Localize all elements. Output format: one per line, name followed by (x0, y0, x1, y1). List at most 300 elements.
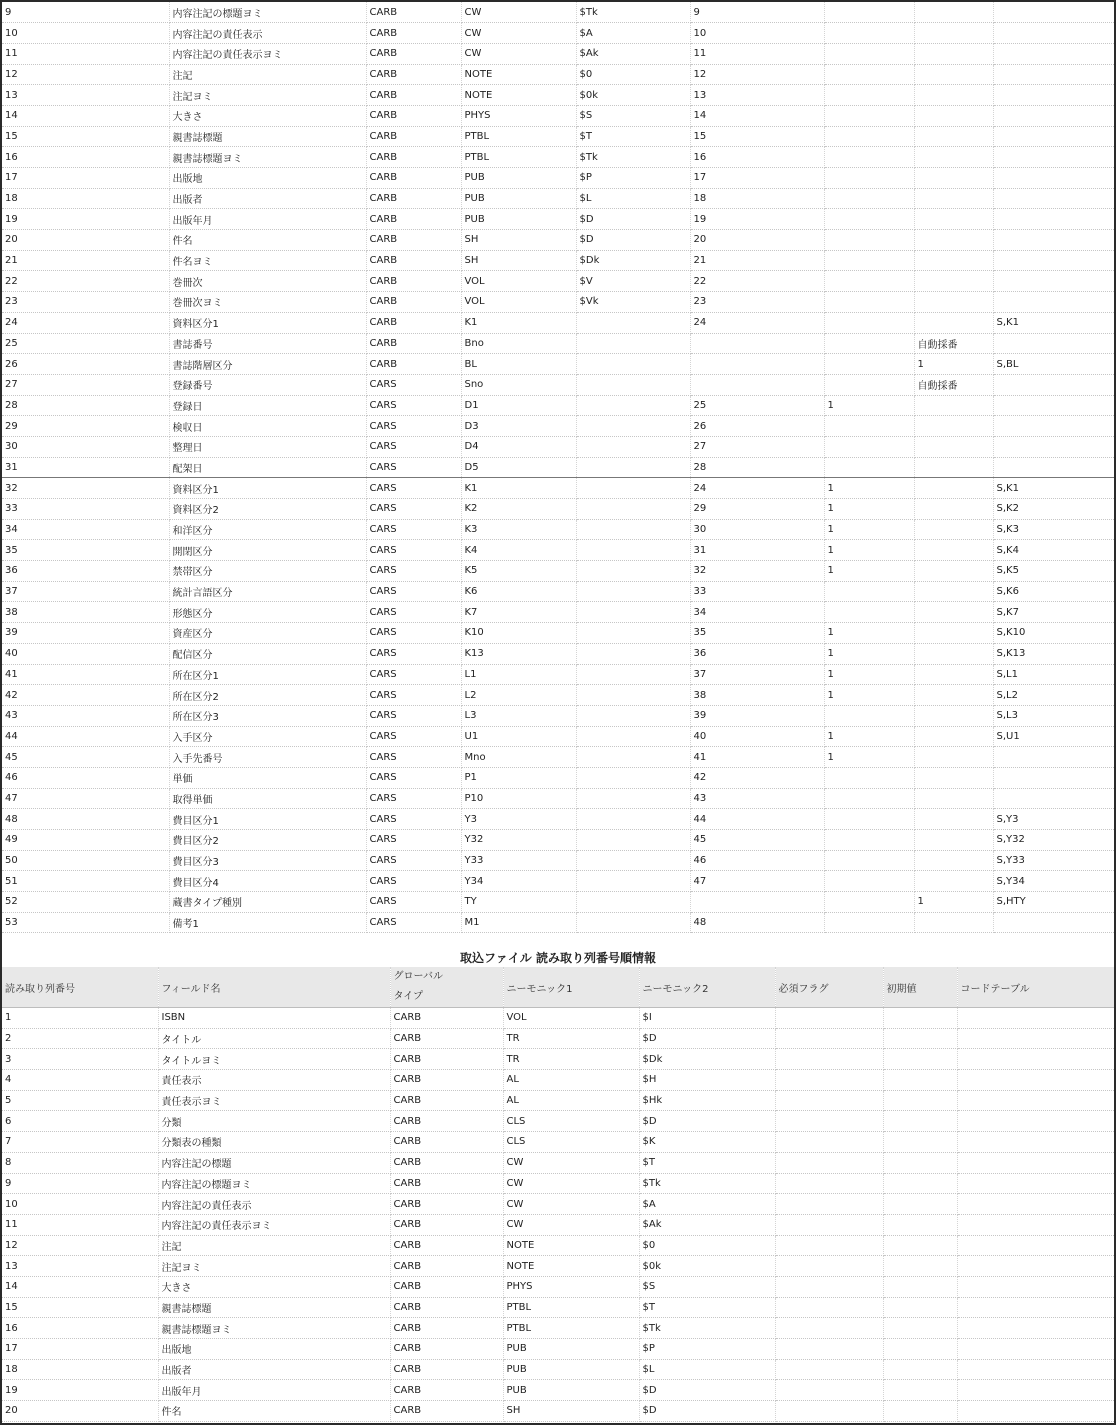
table-cell: VOL (503, 1008, 639, 1029)
table-row (2, 312, 1114, 333)
table-cell: CARS (366, 540, 461, 561)
table-cell (957, 1028, 1114, 1049)
table-cell (883, 1297, 957, 1318)
table-cell (914, 830, 993, 851)
table-cell (824, 209, 914, 230)
table-cell: PHYS (503, 1276, 639, 1297)
table-cell (824, 85, 914, 106)
table-row (2, 1256, 1114, 1277)
table-cell (914, 664, 993, 685)
table-row (2, 1090, 1114, 1111)
table-row (2, 602, 1114, 623)
table-cell: 費目区分3 (169, 850, 366, 871)
table-cell (576, 871, 690, 892)
table-cell: S,U1 (993, 726, 1114, 747)
table-cell: 責任表示 (158, 1070, 390, 1091)
table-cell (957, 1194, 1114, 1215)
table-cell (775, 1049, 883, 1070)
table-cell (993, 105, 1114, 126)
table-cell (824, 416, 914, 437)
table-cell: SH (503, 1401, 639, 1422)
table-cell (883, 1318, 957, 1339)
table-row (2, 1401, 1114, 1422)
table-row (2, 871, 1114, 892)
table-row (2, 1276, 1114, 1297)
table-cell (993, 2, 1114, 23)
table-cell: 46 (690, 850, 824, 871)
table-cell: 内容注記の責任表示 (169, 23, 366, 44)
table-row (2, 1359, 1114, 1380)
table-cell: CARB (366, 209, 461, 230)
table-cell: 責任表示ヨミ (158, 1090, 390, 1111)
table-cell: 所在区分1 (169, 664, 366, 685)
table-cell (883, 1028, 957, 1049)
table-cell (775, 1008, 883, 1029)
table-cell: 34 (690, 602, 824, 623)
table-cell: 36 (690, 643, 824, 664)
table-cell: CARB (390, 1359, 503, 1380)
header-global-type-line2: タイプ (393, 991, 423, 1002)
table-cell: S,K13 (993, 643, 1114, 664)
table-cell (576, 643, 690, 664)
table-cell (775, 1256, 883, 1277)
table-cell: 資料区分1 (169, 312, 366, 333)
table-cell (824, 830, 914, 851)
table-cell: CARS (366, 643, 461, 664)
table-cell: 21 (2, 250, 169, 271)
table-cell: 38 (2, 602, 169, 623)
table-cell: 取得単価 (169, 788, 366, 809)
table-cell (775, 1214, 883, 1235)
table-cell: CARB (390, 1318, 503, 1339)
table-cell: 37 (690, 664, 824, 685)
table-cell: $D (639, 1401, 775, 1422)
table-cell (914, 726, 993, 747)
table-row (2, 271, 1114, 292)
table-cell: S,K5 (993, 561, 1114, 582)
table-cell (957, 1173, 1114, 1194)
table-cell: 44 (690, 809, 824, 830)
table-cell (775, 1318, 883, 1339)
table-cell (914, 499, 993, 520)
table-cell: 19 (2, 1380, 158, 1401)
table-cell: $Tk (576, 147, 690, 168)
table-cell: 30 (690, 519, 824, 540)
table-row (2, 230, 1114, 251)
table-cell (775, 1028, 883, 1049)
table-cell: S,Y34 (993, 871, 1114, 892)
table-cell: 45 (690, 830, 824, 851)
table-row (2, 85, 1114, 106)
table-cell (824, 581, 914, 602)
table-cell: CARB (390, 1380, 503, 1401)
table-cell: 16 (2, 147, 169, 168)
table-cell: 53 (2, 912, 169, 933)
table-cell (993, 168, 1114, 189)
table-cell: NOTE (461, 85, 576, 106)
table-row (2, 1049, 1114, 1070)
table-cell: S,K4 (993, 540, 1114, 561)
table-cell: 入手先番号 (169, 747, 366, 768)
table-cell: CARB (366, 188, 461, 209)
table-cell (576, 457, 690, 478)
table-cell: PUB (503, 1359, 639, 1380)
table-cell (914, 788, 993, 809)
table-cell: K4 (461, 540, 576, 561)
table-cell: $Vk (576, 292, 690, 313)
table-cell: S,K1 (993, 478, 1114, 499)
section-title: 取込ファイル 読み取り列番号順情報 (460, 951, 656, 965)
table-row (2, 1111, 1114, 1132)
table-cell: CLS (503, 1132, 639, 1153)
table-cell: K6 (461, 581, 576, 602)
table-cell: CARB (366, 271, 461, 292)
table-cell: タイトル (158, 1028, 390, 1049)
table-row (2, 1297, 1114, 1318)
table-cell: BL (461, 354, 576, 375)
table-cell: CARB (390, 1214, 503, 1235)
table-cell: CARB (366, 333, 461, 354)
table-cell (914, 850, 993, 871)
table-cell: PTBL (503, 1297, 639, 1318)
table-cell: 親書誌標題 (169, 126, 366, 147)
table-cell: CARS (366, 809, 461, 830)
table-cell (993, 912, 1114, 933)
table-cell (824, 64, 914, 85)
table-cell (957, 1090, 1114, 1111)
table-cell: S,HTY (993, 892, 1114, 913)
table-cell (824, 126, 914, 147)
table-cell: Bno (461, 333, 576, 354)
table-cell: 資産区分 (169, 623, 366, 644)
table-cell (824, 892, 914, 913)
table-cell: 和洋区分 (169, 519, 366, 540)
table-row (2, 499, 1114, 520)
header-mnemonic1: ニーモニック1 (503, 967, 639, 1008)
table-cell: 件名 (158, 1401, 390, 1422)
table-cell: $0k (639, 1256, 775, 1277)
table-cell: 内容注記の標題ヨミ (169, 2, 366, 23)
table-cell: 内容注記の責任表示ヨミ (158, 1214, 390, 1235)
table-row (2, 705, 1114, 726)
table-cell: CARS (366, 623, 461, 644)
table-cell: CARB (366, 64, 461, 85)
table-cell: 書誌階層区分 (169, 354, 366, 375)
table-cell: $S (639, 1276, 775, 1297)
table-row (2, 1152, 1114, 1173)
table-cell: TY (461, 892, 576, 913)
table-cell: CARS (366, 395, 461, 416)
table-cell: 12 (2, 1235, 158, 1256)
table-cell: CARB (366, 43, 461, 64)
table-cell: 10 (690, 23, 824, 44)
table-cell: S,K7 (993, 602, 1114, 623)
table-cell: K3 (461, 519, 576, 540)
table-cell (914, 602, 993, 623)
table-cell: 15 (2, 1297, 158, 1318)
table-cell: Sno (461, 374, 576, 395)
table-cell: CARB (390, 1049, 503, 1070)
table-cell: 1 (824, 395, 914, 416)
table-cell: $D (576, 209, 690, 230)
table-cell: CARB (366, 292, 461, 313)
table-cell (914, 705, 993, 726)
table-cell: 36 (2, 561, 169, 582)
table-cell: CARB (366, 250, 461, 271)
table-cell: CARS (366, 892, 461, 913)
table-cell (993, 292, 1114, 313)
table-cell: 20 (2, 230, 169, 251)
table-cell (576, 664, 690, 685)
table-cell: D5 (461, 457, 576, 478)
table-cell (883, 1256, 957, 1277)
table-cell: $A (576, 23, 690, 44)
table-cell (775, 1090, 883, 1111)
table-cell (993, 209, 1114, 230)
table-cell: PUB (503, 1380, 639, 1401)
table-cell: Y3 (461, 809, 576, 830)
table-cell (883, 1132, 957, 1153)
table-cell: 29 (690, 499, 824, 520)
table-cell: Mno (461, 747, 576, 768)
table-row (2, 395, 1114, 416)
table-cell: $T (639, 1152, 775, 1173)
table-cell: D1 (461, 395, 576, 416)
table-cell: 32 (690, 561, 824, 582)
table-row (2, 188, 1114, 209)
table-cell (957, 1256, 1114, 1277)
table-cell (824, 292, 914, 313)
table-cell (824, 374, 914, 395)
table-cell (914, 209, 993, 230)
table-cell: CARB (366, 147, 461, 168)
table-cell: 形態区分 (169, 602, 366, 623)
table-cell: 3 (2, 1049, 158, 1070)
table-cell (576, 767, 690, 788)
table-cell: 8 (2, 1152, 158, 1173)
table-cell: PTBL (503, 1318, 639, 1339)
table-cell (914, 912, 993, 933)
table-cell (883, 1152, 957, 1173)
header-required-flag: 必須フラグ (775, 967, 883, 1008)
table-cell: $0k (576, 85, 690, 106)
table-cell: 46 (2, 767, 169, 788)
table-cell: CARB (366, 85, 461, 106)
table-cell: 28 (2, 395, 169, 416)
table-cell: CARB (390, 1276, 503, 1297)
table-row (2, 1318, 1114, 1339)
table-cell: 巻冊次 (169, 271, 366, 292)
table-cell: 40 (2, 643, 169, 664)
table-cell (775, 1276, 883, 1297)
table-cell (914, 540, 993, 561)
table-cell: K1 (461, 312, 576, 333)
table-cell: 1 (824, 664, 914, 685)
table-row (2, 126, 1114, 147)
table-cell: 入手区分 (169, 726, 366, 747)
table-cell: 17 (2, 168, 169, 189)
table-cell: PTBL (461, 147, 576, 168)
table-cell (576, 623, 690, 644)
table-cell (957, 1318, 1114, 1339)
table-cell: 15 (690, 126, 824, 147)
table-cell: 32 (2, 478, 169, 499)
table-cell: PUB (461, 188, 576, 209)
table-cell: 費目区分2 (169, 830, 366, 851)
table-cell: $0 (576, 64, 690, 85)
table-cell (824, 871, 914, 892)
table-cell: 費目区分1 (169, 809, 366, 830)
table-row (2, 292, 1114, 313)
table-cell (883, 1173, 957, 1194)
table-row (2, 374, 1114, 395)
table-row (2, 43, 1114, 64)
table-row (2, 519, 1114, 540)
table-cell: 47 (690, 871, 824, 892)
table-cell: S,Y32 (993, 830, 1114, 851)
table-row (2, 726, 1114, 747)
header-read-column-number: 読み取り列番号 (2, 967, 158, 1008)
table-cell: 14 (2, 1276, 158, 1297)
table-cell (993, 147, 1114, 168)
table-cell: 分類表の種類 (158, 1132, 390, 1153)
table-row (2, 457, 1114, 478)
table-cell: 49 (2, 830, 169, 851)
table-cell: AL (503, 1070, 639, 1091)
table-cell: 分類 (158, 1111, 390, 1132)
table-row (2, 1214, 1114, 1235)
table-cell: CW (461, 23, 576, 44)
table-cell: $Dk (576, 250, 690, 271)
table-cell: 25 (2, 333, 169, 354)
table-cell (824, 168, 914, 189)
table-cell: 28 (690, 457, 824, 478)
table-cell (824, 436, 914, 457)
table-cell (576, 374, 690, 395)
table-cell: 1 (824, 623, 914, 644)
table-cell (993, 457, 1114, 478)
table-cell: CARS (366, 519, 461, 540)
table-cell: 11 (690, 43, 824, 64)
table-cell (914, 147, 993, 168)
table-cell: 41 (690, 747, 824, 768)
table-cell (576, 561, 690, 582)
table-cell (993, 788, 1114, 809)
table-cell: 6 (2, 1111, 158, 1132)
table-cell (576, 519, 690, 540)
table-cell: 親書誌標題ヨミ (158, 1318, 390, 1339)
table-cell: NOTE (503, 1235, 639, 1256)
table-cell: 所在区分2 (169, 685, 366, 706)
table-cell: 27 (2, 374, 169, 395)
table-cell: 1 (824, 519, 914, 540)
table-cell: CARB (390, 1194, 503, 1215)
table-cell: K1 (461, 478, 576, 499)
table-cell (883, 1049, 957, 1070)
table-cell (914, 23, 993, 44)
table-cell: CARS (366, 499, 461, 520)
table-cell: 1 (824, 726, 914, 747)
table-cell: 出版者 (169, 188, 366, 209)
table-cell: $P (639, 1339, 775, 1360)
table-cell (993, 126, 1114, 147)
table-cell: S,K2 (993, 499, 1114, 520)
table-cell: CARB (366, 230, 461, 251)
table-cell: 巻冊次ヨミ (169, 292, 366, 313)
table-cell (957, 1070, 1114, 1091)
table-cell: 自動採番 (914, 374, 993, 395)
table-cell: 4 (2, 1070, 158, 1091)
table-cell (576, 850, 690, 871)
table-cell: 1 (824, 540, 914, 561)
table-cell (957, 1152, 1114, 1173)
table-cell: 35 (2, 540, 169, 561)
table-cell (993, 767, 1114, 788)
table-cell: $L (639, 1359, 775, 1380)
table-cell (883, 1359, 957, 1380)
table-cell: S,K3 (993, 519, 1114, 540)
table-row (2, 1070, 1114, 1091)
table-cell: CARB (390, 1008, 503, 1029)
table-cell: CLS (503, 1111, 639, 1132)
table-cell: CARB (366, 105, 461, 126)
table-cell (775, 1132, 883, 1153)
table-cell: 登録日 (169, 395, 366, 416)
table-row (2, 64, 1114, 85)
table-cell (883, 1401, 957, 1422)
table-cell: 注記ヨミ (158, 1256, 390, 1277)
table-cell: CARB (390, 1297, 503, 1318)
table-cell: $D (639, 1111, 775, 1132)
table-cell: CARB (390, 1070, 503, 1091)
table-cell: 13 (690, 85, 824, 106)
table-cell: 内容注記の責任表示ヨミ (169, 43, 366, 64)
table-cell (690, 333, 824, 354)
table-cell (883, 1235, 957, 1256)
table-cell: 1 (824, 685, 914, 706)
table-cell: 18 (2, 1359, 158, 1380)
table-cell: 10 (2, 1194, 158, 1215)
table-cell (883, 1111, 957, 1132)
table-cell: 50 (2, 850, 169, 871)
table-cell: 26 (2, 354, 169, 375)
table-cell: 23 (690, 292, 824, 313)
table-cell (576, 892, 690, 913)
table-cell (914, 643, 993, 664)
table-cell (576, 436, 690, 457)
table-cell (576, 602, 690, 623)
field-definition-table-body (2, 2, 1114, 933)
table-cell: CARS (366, 685, 461, 706)
table-cell (576, 395, 690, 416)
table-cell: $T (639, 1297, 775, 1318)
table-cell: $Dk (639, 1049, 775, 1070)
table-cell (993, 230, 1114, 251)
table-cell (690, 892, 824, 913)
table-cell: CW (503, 1152, 639, 1173)
table-cell: S,K10 (993, 623, 1114, 644)
table-cell: P10 (461, 788, 576, 809)
table-cell: $I (639, 1008, 775, 1029)
table-cell: 禁帯区分 (169, 561, 366, 582)
table-cell: $D (576, 230, 690, 251)
table-cell (957, 1132, 1114, 1153)
table-cell: 21 (690, 250, 824, 271)
table-cell: 22 (690, 271, 824, 292)
table-row (2, 2, 1114, 23)
table-cell (576, 705, 690, 726)
table-cell: S,L3 (993, 705, 1114, 726)
